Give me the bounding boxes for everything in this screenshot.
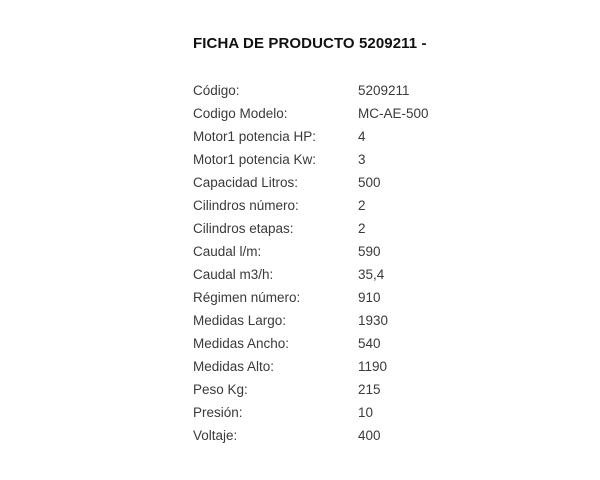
spec-label: Voltaje:: [193, 428, 238, 443]
spec-value: 5209211: [358, 83, 410, 98]
spec-value: 2: [358, 198, 366, 213]
spec-label: Cilindros etapas:: [193, 221, 294, 236]
spec-row-cilindros-numero: [193, 194, 573, 217]
spec-label: Presión:: [193, 405, 243, 420]
spec-label: Motor1 potencia Kw:: [193, 152, 317, 167]
page-title: FICHA DE PRODUCTO 5209211 -: [193, 35, 427, 52]
spec-label: Régimen número:: [193, 290, 301, 305]
spec-row-caudal-lm: [193, 240, 573, 263]
spec-label: Medidas Largo:: [193, 313, 287, 328]
spec-row-largo: [193, 309, 573, 332]
product-sheet: [193, 32, 573, 443]
spec-value: 3: [358, 152, 366, 167]
spec-row-capacidad: [193, 171, 573, 194]
spec-label: Caudal l/m:: [193, 244, 262, 259]
spec-row-codigo: [193, 79, 573, 102]
spec-value: 1930: [358, 313, 389, 328]
spec-value: 910: [358, 290, 381, 305]
spec-label: Capacidad Litros:: [193, 175, 299, 190]
spec-value: 590: [358, 244, 381, 259]
spec-row-caudal-m3h: [193, 263, 573, 286]
spec-row-presion: [193, 401, 573, 424]
spec-label: Peso Kg:: [193, 382, 248, 397]
spec-label: Motor1 potencia HP:: [193, 129, 317, 144]
spec-row-alto: [193, 355, 573, 378]
spec-list: [193, 79, 573, 447]
spec-label: Medidas Ancho:: [193, 336, 290, 351]
spec-row-peso: [193, 378, 573, 401]
spec-row-motor-hp: [193, 125, 573, 148]
spec-value: 540: [358, 336, 381, 351]
spec-value: 10: [358, 405, 374, 420]
spec-value: 35,4: [358, 267, 385, 282]
spec-value: 500: [358, 175, 381, 190]
spec-label: Cilindros número:: [193, 198, 299, 213]
spec-row-regimen: [193, 286, 573, 309]
spec-label: Código:: [193, 83, 240, 98]
spec-row-codigo-modelo: [193, 102, 573, 125]
spec-value: 4: [358, 129, 366, 144]
spec-value: MC-AE-500: [358, 106, 429, 121]
spec-value: 215: [358, 382, 381, 397]
spec-row-voltaje: [193, 424, 573, 447]
spec-label: Medidas Alto:: [193, 359, 275, 374]
spec-row-motor-kw: [193, 148, 573, 171]
spec-label: Codigo Modelo:: [193, 106, 288, 121]
spec-row-cilindros-etapas: [193, 217, 573, 240]
spec-value: 1190: [358, 359, 388, 374]
spec-row-ancho: [193, 332, 573, 355]
spec-value: 2: [358, 221, 366, 236]
spec-label: Caudal m3/h:: [193, 267, 274, 282]
spec-value: 400: [358, 428, 381, 443]
